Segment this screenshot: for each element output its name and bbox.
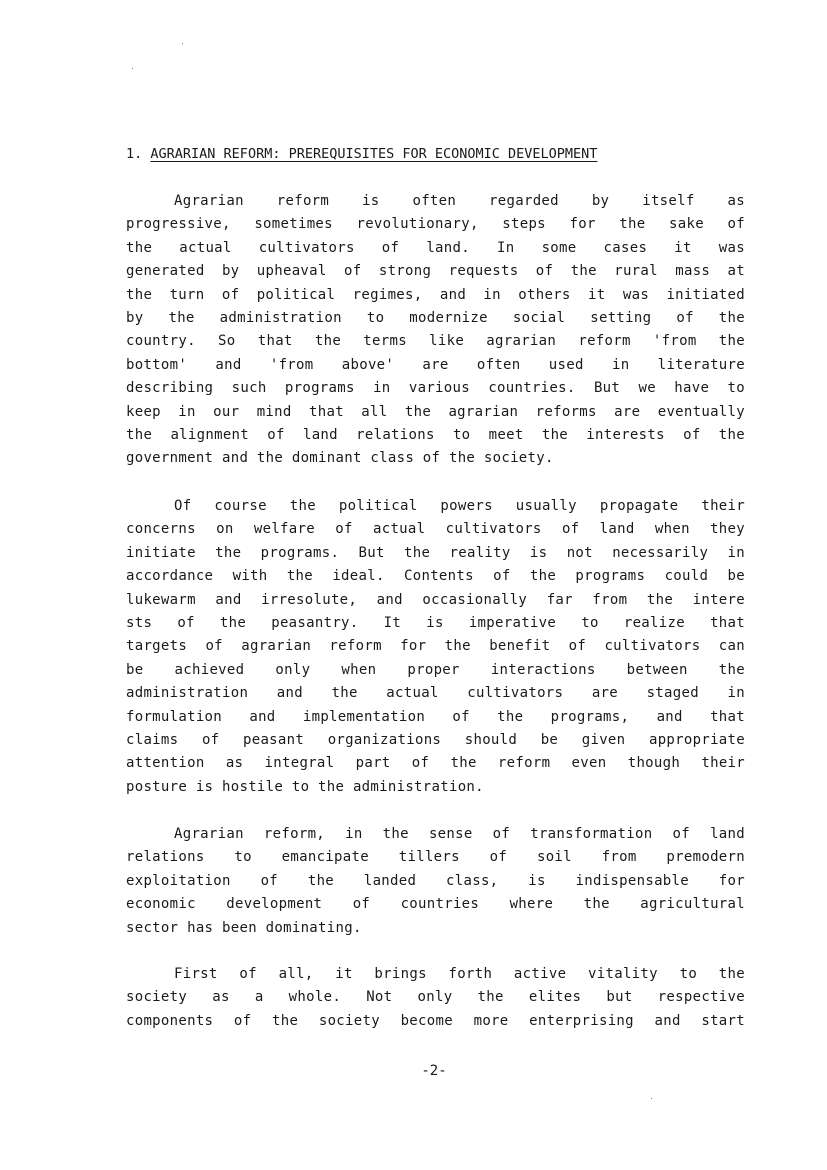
text-line: targets of agrarian reform for the benefit of cultivators can <box>126 638 745 655</box>
text-line: sector has been dominating. <box>126 919 362 936</box>
text-line: sts of the peasantry. It is imperative to realize that <box>126 614 745 631</box>
paragraph-1 <box>126 190 745 471</box>
text-line: Agrarian reform is often regarded by itself as <box>174 193 745 209</box>
scan-speck <box>182 43 183 44</box>
text-line: administration and the actual cultivators are staged in <box>126 685 745 702</box>
text-line: society as a whole. Not only the elites but respective <box>126 989 745 1006</box>
text-line: be achieved only when proper interactions between the <box>126 661 745 678</box>
text-line: country. So that the terms like agrarian reform 'from the <box>126 333 745 350</box>
text-line: keep in our mind that all the agrarian reforms are eventually <box>126 403 745 420</box>
section-number: 1. <box>126 146 143 162</box>
text-line: First of all, it brings forth active vitality to the <box>174 966 745 982</box>
scan-speck <box>132 68 133 69</box>
paragraph-4 <box>126 963 745 1033</box>
text-line: posture is hostile to the administration. <box>126 778 484 795</box>
paragraph-2 <box>126 495 745 799</box>
section-title: AGRARIAN REFORM: PREREQUISITES FOR ECONOMIC DEVELOPMENT <box>150 146 598 162</box>
text-line: accordance with the ideal. Contents of the programs could be <box>126 568 745 585</box>
text-line: lukewarm and irresolute, and occasionally far from the intere <box>126 591 745 608</box>
text-line: bottom' and 'from above' are often used in literature <box>126 356 745 373</box>
text-line: by the administration to modernize social setting of the <box>126 309 745 326</box>
text-line: exploitation of the landed class, is indispensable for <box>126 872 745 889</box>
text-line: progressive, sometimes revolutionary, steps for the sake of <box>126 216 745 233</box>
text-line: government and the dominant class of the society. <box>126 450 554 467</box>
text-line: Agrarian reform, in the sense of transformation of land <box>174 826 745 842</box>
scan-speck <box>651 1098 652 1099</box>
text-line: initiate the programs. But the reality is not necessarily in <box>126 544 745 561</box>
text-line: attention as integral part of the reform even though their <box>126 755 745 772</box>
paragraph-3 <box>126 823 745 940</box>
text-line: formulation and implementation of the programs, and that <box>126 708 745 725</box>
text-line: economic development of countries where the agricultural <box>126 896 745 913</box>
text-line: the actual cultivators of land. In some cases it was <box>126 239 745 256</box>
text-line: the alignment of land relations to meet the interests of the <box>126 426 745 443</box>
text-line: Of course the political powers usually propagate their <box>174 498 745 514</box>
text-line: generated by upheaval of strong requests of the rural mass at <box>126 263 745 280</box>
text-line: claims of peasant organizations should be given appropriate <box>126 731 745 748</box>
text-line: relations to emancipate tillers of soil from premodern <box>126 849 745 866</box>
page-number: -2- <box>421 1063 447 1079</box>
section-heading <box>126 145 746 163</box>
text-line: describing such programs in various countries. But we have to <box>126 380 745 397</box>
text-line: concerns on welfare of actual cultivators of land when they <box>126 521 745 538</box>
text-line: components of the society become more enterprising and start <box>126 1012 745 1029</box>
text-line: the turn of political regimes, and in others it was initiated <box>126 286 745 303</box>
